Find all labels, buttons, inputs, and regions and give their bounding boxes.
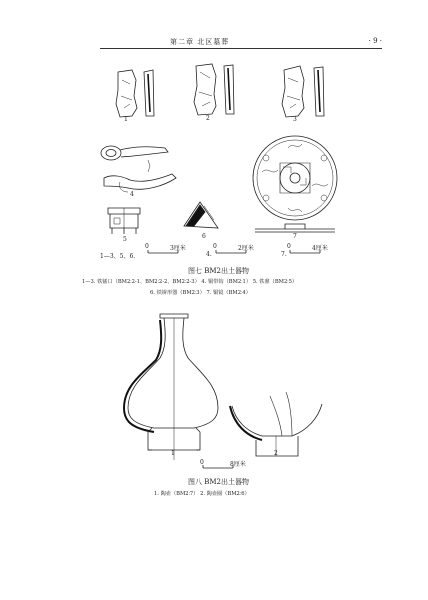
scale-1-zero: 0 bbox=[145, 243, 149, 250]
label-artifact-2: 2 bbox=[206, 115, 210, 122]
figure-8-caption: 图八 BM2出土器物 bbox=[188, 478, 249, 486]
label-pottery-2: 2 bbox=[274, 450, 278, 457]
artifact-6-drawing bbox=[184, 202, 218, 228]
scale-3-range: 7. bbox=[281, 251, 287, 258]
scale-2-zero: 0 bbox=[213, 243, 217, 250]
figure-7-legend-line-1: 1—3. 铁锸口（BM2∶2-1、BM2∶2-2、BM2∶2-3） 4. 铜带钩（BM2∶1） 5. 铁鼎（BM2∶5） bbox=[82, 279, 298, 285]
fig8-scale-max: 8厘米 bbox=[230, 461, 246, 468]
scale-2-range: 4. bbox=[206, 251, 212, 258]
label-artifact-6: 6 bbox=[202, 233, 206, 240]
figure-8-legend: 1. 陶壶（BM2∶7） 2. 陶壶圈（BM2∶6） bbox=[154, 491, 250, 497]
artifact-8-2-drawing bbox=[230, 392, 322, 456]
chapter-title: 第二章 北区墓葬 bbox=[170, 38, 230, 46]
scale-1-range: 1—3、5、6. bbox=[100, 253, 136, 260]
artifact-8-1-drawing bbox=[124, 314, 218, 460]
figure-7-caption: 图七 BM2出土器物 bbox=[188, 267, 249, 275]
scale-3-max: 4厘米 bbox=[312, 245, 328, 252]
label-artifact-3: 3 bbox=[293, 116, 297, 123]
label-artifact-1: 1 bbox=[124, 116, 128, 123]
label-pottery-1: 1 bbox=[171, 450, 175, 457]
artifact-3-drawing bbox=[282, 66, 324, 117]
figure-7-legend-line-2: 6. 铁锛形器（BM2∶3） 7. 铜镜（BM2∶4） bbox=[150, 290, 251, 296]
scale-2-max: 2厘米 bbox=[238, 245, 254, 252]
artifact-2-drawing bbox=[194, 64, 234, 115]
fig8-scale-zero: 0 bbox=[200, 459, 204, 466]
label-artifact-4: 4 bbox=[130, 191, 134, 198]
page-number: · 9 · bbox=[368, 37, 382, 45]
artifact-1-drawing bbox=[116, 70, 154, 117]
label-artifact-7: 7 bbox=[293, 233, 297, 240]
artifact-7-drawing bbox=[253, 136, 337, 232]
artifact-5-drawing bbox=[108, 208, 140, 234]
scale-1-max: 3厘米 bbox=[170, 245, 186, 252]
artifact-4-drawing bbox=[101, 146, 176, 192]
scale-3-zero: 0 bbox=[287, 243, 291, 250]
label-artifact-5: 5 bbox=[123, 236, 127, 243]
scale-bar-fig8 bbox=[203, 465, 233, 468]
